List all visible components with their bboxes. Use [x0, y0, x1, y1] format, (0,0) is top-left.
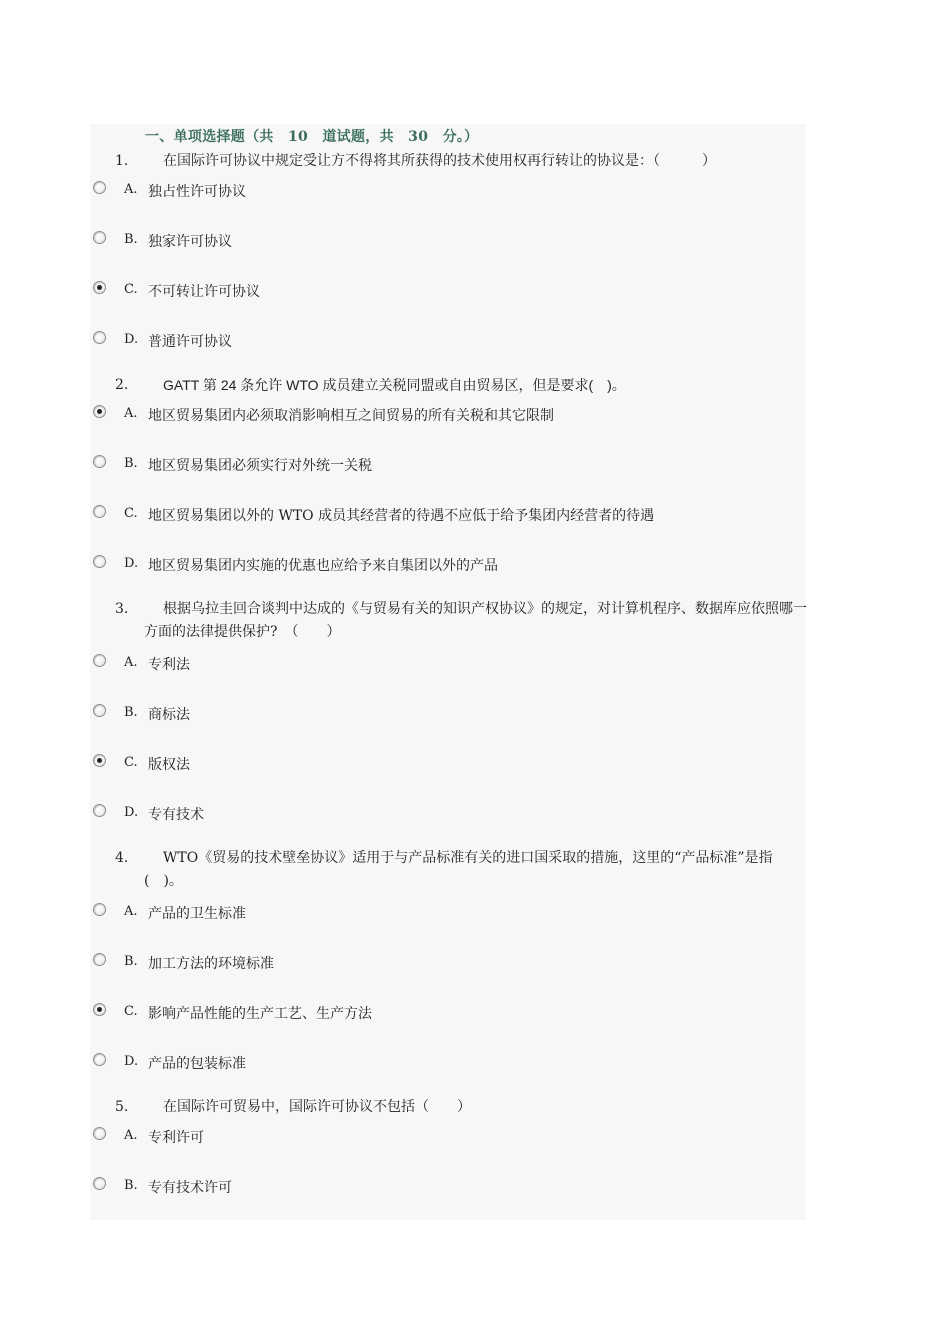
option-text: 地区贸易集团必须实行对外统一关税 — [148, 458, 372, 474]
question-1 — [115, 150, 807, 173]
radio-checked-icon[interactable] — [93, 405, 106, 418]
option-letter: A. — [124, 406, 138, 421]
radio-icon[interactable] — [93, 1177, 106, 1190]
option-text: 专利许可 — [148, 1130, 204, 1146]
option-text: 版权法 — [148, 757, 190, 773]
option-text: 地区贸易集团以外的 WTO 成员其经营者的待遇不应低于给予集团内经营者的待遇 — [148, 508, 655, 524]
option-text: 独家许可协议 — [148, 234, 232, 250]
radio-icon[interactable] — [93, 455, 106, 468]
radio-icon[interactable] — [93, 555, 106, 568]
radio-icon[interactable] — [93, 953, 106, 966]
option-text: 专有技术 — [148, 807, 204, 823]
option-letter: D. — [124, 332, 139, 347]
question-number: 1. — [115, 153, 129, 169]
option-letter: D. — [124, 556, 139, 571]
radio-icon[interactable] — [93, 331, 106, 344]
option-text: 独占性许可协议 — [148, 184, 246, 200]
question-4 — [115, 847, 807, 893]
option-letter: C. — [124, 1004, 138, 1019]
option-letter: B. — [124, 456, 138, 471]
option-text: 加工方法的环境标准 — [148, 956, 274, 972]
radio-checked-icon[interactable] — [93, 754, 106, 767]
radio-icon[interactable] — [93, 903, 106, 916]
option-letter: A. — [124, 904, 138, 919]
option-text: 产品的卫生标准 — [148, 906, 246, 922]
question-stem: 根据乌拉圭回合谈判中达成的《与贸易有关的知识产权协议》的规定，对计算机程序、数据库应依照哪一方面的法律提供保护? （ ） — [144, 601, 807, 640]
option-text: 商标法 — [148, 707, 190, 723]
option-text: 产品的包装标准 — [148, 1056, 246, 1072]
option-letter: A. — [124, 182, 138, 197]
radio-icon[interactable] — [93, 654, 106, 667]
question-number: 4. — [115, 850, 129, 866]
option-letter: B. — [124, 705, 138, 720]
option-letter: A. — [124, 1128, 138, 1143]
question-stem: WTO《贸易的技术壁垒协议》适用于与产品标准有关的进口国采取的措施，这里的“产品标准”是指( )。 — [144, 850, 773, 889]
option-letter: B. — [124, 954, 138, 969]
option-text: 普通许可协议 — [148, 334, 232, 350]
option-text: 不可转让许可协议 — [148, 284, 260, 300]
radio-icon[interactable] — [93, 704, 106, 717]
option-letter: C. — [124, 755, 138, 770]
question-2 — [115, 374, 807, 397]
option-text: 地区贸易集团内实施的优惠也应给予来自集团以外的产品 — [148, 558, 498, 574]
option-letter: C. — [124, 282, 138, 297]
radio-icon[interactable] — [93, 231, 106, 244]
radio-icon[interactable] — [93, 1127, 106, 1140]
question-stem: GATT 第 24 条允许 WTO 成员建立关税同盟或自由贸易区，但是要求( )。 — [163, 377, 626, 393]
radio-icon[interactable] — [93, 804, 106, 817]
question-3 — [115, 598, 807, 644]
question-stem: 在国际许可贸易中，国际许可协议不包括（ ） — [163, 1099, 471, 1115]
option-text: 地区贸易集团内必须取消影响相互之间贸易的所有关税和其它限制 — [148, 408, 554, 424]
option-text: 专有技术许可 — [148, 1180, 232, 1196]
radio-icon[interactable] — [93, 1053, 106, 1066]
question-number: 3. — [115, 601, 129, 617]
option-letter: B. — [124, 232, 138, 247]
radio-icon[interactable] — [93, 505, 106, 518]
option-letter: A. — [124, 655, 138, 670]
option-text: 专利法 — [148, 657, 190, 673]
question-5 — [115, 1096, 807, 1119]
option-letter: C. — [124, 506, 138, 521]
radio-checked-icon[interactable] — [93, 281, 106, 294]
question-number: 5. — [115, 1099, 129, 1115]
radio-icon[interactable] — [93, 181, 106, 194]
question-number: 2. — [115, 377, 129, 393]
option-letter: B. — [124, 1178, 138, 1193]
option-text: 影响产品性能的生产工艺、生产方法 — [148, 1006, 372, 1022]
option-letter: D. — [124, 1054, 139, 1069]
question-stem: 在国际许可协议中规定受让方不得将其所获得的技术使用权再行转让的协议是：（ ） — [163, 153, 716, 169]
section-title: 一、单项选择题（共 10 道试题，共 30 分。） — [145, 129, 479, 145]
radio-checked-icon[interactable] — [93, 1003, 106, 1016]
option-letter: D. — [124, 805, 139, 820]
